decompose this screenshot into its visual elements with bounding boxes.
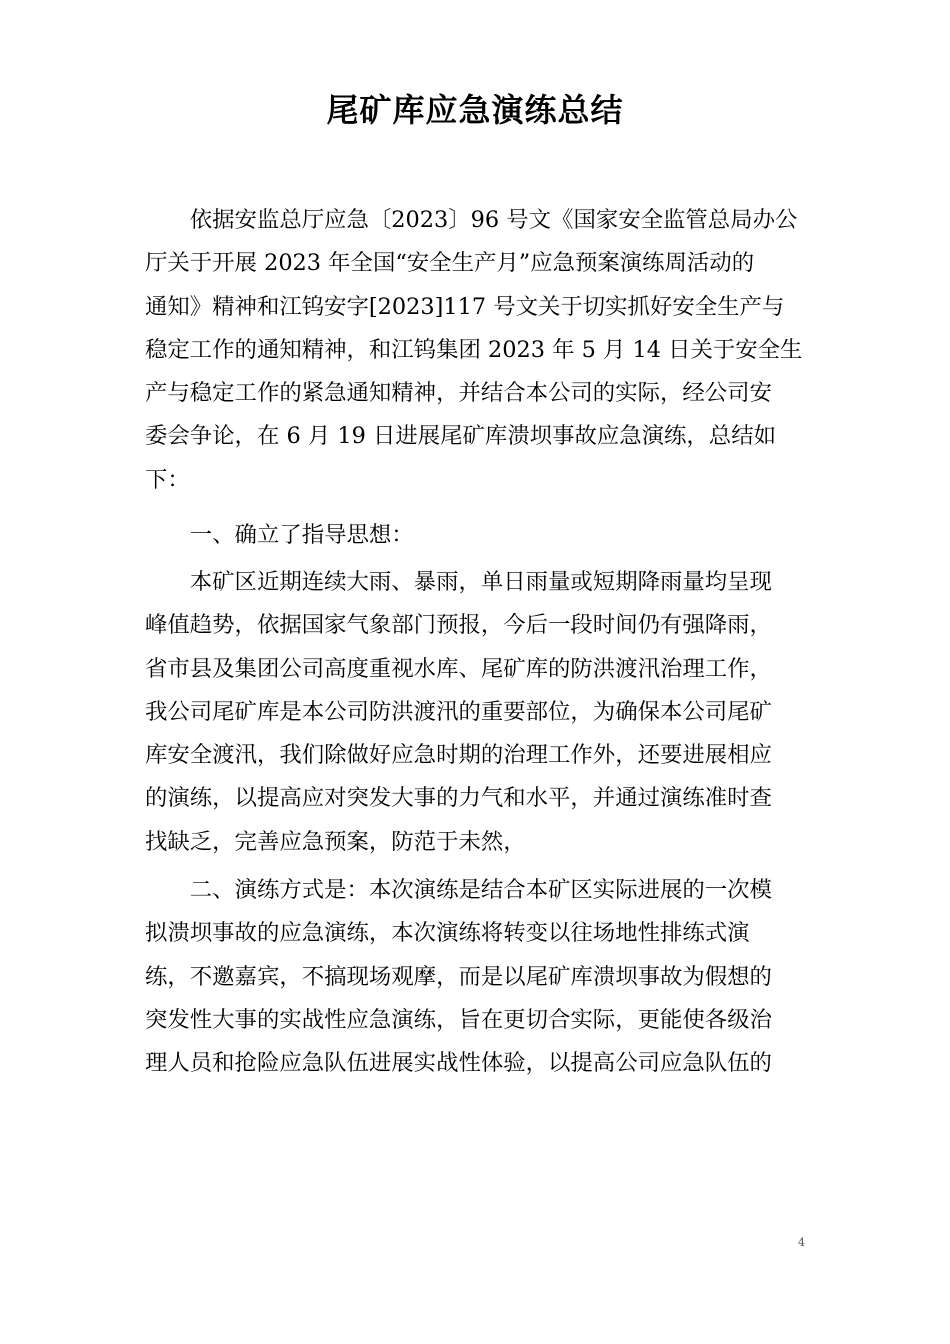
text-line: 稳定工作的通知精神，和江钨集团 2023 年 5 月 14 日关于安全生 (145, 336, 803, 363)
text-line: 我公司尾矿库是本公司防洪渡汛的重要部位，为确保本公司尾矿 (145, 698, 772, 725)
text-line: 省市县及集团公司高度重视水库、尾矿库的防洪渡汛治理工作， (145, 655, 772, 682)
document-title: 尾矿库应急演练总结 (326, 91, 624, 129)
text-line: 通知》精神和江钨安字[2023]117 号文关于切实抓好安全生产与 (145, 293, 785, 320)
text-line: 拟溃坝事故的应急演练，本次演练将转变以往场地性排练式演 (145, 920, 750, 947)
text-line: 理人员和抢险应急队伍进展实战性体验，以提高公司应急队伍的 (145, 1050, 772, 1077)
text-line: 下： (145, 466, 190, 493)
section-heading-1 (145, 514, 810, 557)
text-line: 委会争论，在 6 月 19 日进展尾矿库溃坝事故应急演练，总结如 (145, 423, 776, 450)
text-line: 二、演练方式是：本次演练是结合本矿区实际进展的一次模 (145, 877, 772, 903)
text-line: 产与稳定工作的紧急通知精神，并结合本公司的实际，经公司安 (145, 380, 772, 407)
text-line: 的演练，以提高应对突发大事的力气和水平，并通过演练准时查 (145, 785, 772, 812)
text-line: 突发性大事的实战性应急演练，旨在更切合实际，更能使各级治 (145, 1006, 772, 1033)
text-line: 厅关于开展 2023 年全国“安全生产月”应急预案演练周活动的 (145, 250, 755, 277)
text-line: 练，不邀嘉宾，不搞现场观摩，而是以尾矿库溃坝事故为假想的 (145, 963, 772, 990)
paragraph-intro (145, 199, 810, 502)
text-line: 本矿区近期连续大雨、暴雨，单日雨量或短期降雨量均呈现 (145, 569, 772, 595)
text-line: 峰值趋势，依据国家气象部门预报，今后一段时间仍有强降雨， (145, 612, 772, 639)
text-line: 库安全渡汛，我们除做好应急时期的治理工作外，还要进展相应 (145, 742, 772, 769)
text-line: 依据安监总厅应急〔2023〕96 号文《国家安全监管总局办公 (145, 207, 798, 233)
paragraph-section-1 (145, 561, 810, 864)
page-number: 4 (798, 1236, 805, 1249)
text-line: 找缺乏，完善应急预案，防范于未然， (145, 828, 526, 855)
text-line: 一、确立了指导思想： (145, 522, 414, 548)
paragraph-section-2 (145, 869, 810, 1085)
